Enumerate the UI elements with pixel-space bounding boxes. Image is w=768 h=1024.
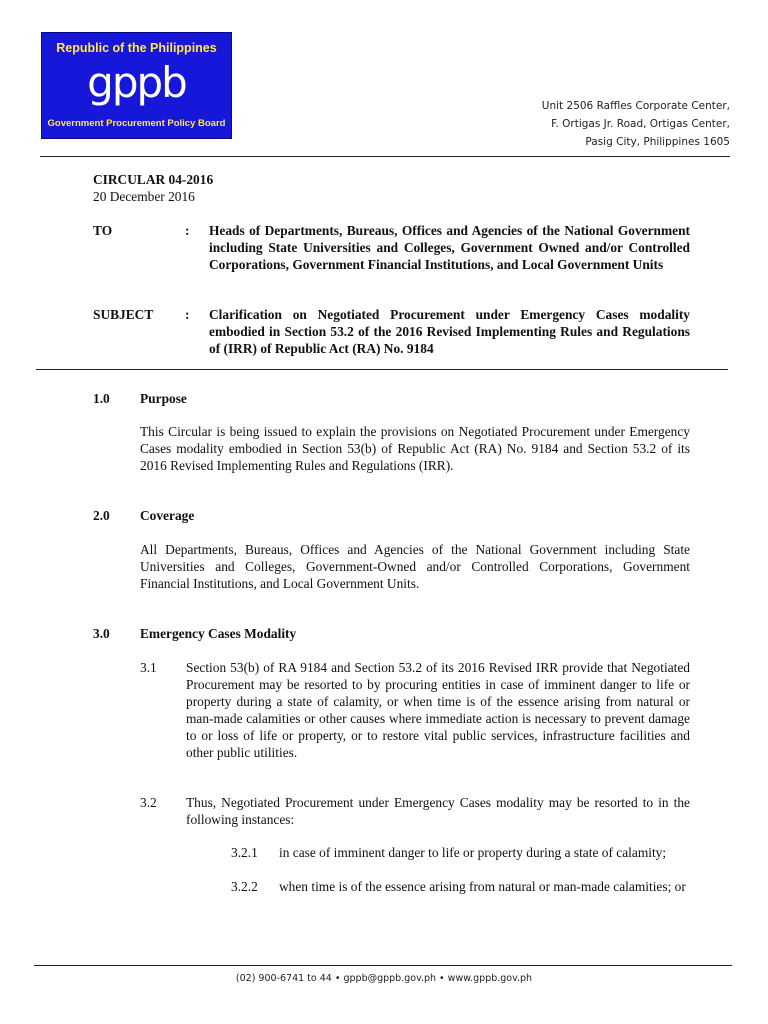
office-address [542, 97, 730, 151]
address-line-3: Pasig City, Philippines 1605 [585, 136, 730, 148]
section-3-number: 3.0 [93, 626, 110, 641]
footer-rule [34, 965, 732, 966]
address-line-2: F. Ortigas Jr. Road, Ortigas Center, [551, 118, 730, 130]
gppb-logo [41, 32, 232, 139]
item-3-2-1-number: 3.2.1 [231, 845, 258, 860]
item-3-2-2-number: 3.2.2 [231, 879, 258, 894]
subject-colon: : [185, 307, 190, 322]
logo-board-text: Government Procurement Policy Board [47, 118, 226, 129]
subject-text: Clarification on Negotiated Procurement under Emergency Cases modality embodied in Section 53.2 of the 2016 Revised Implementing Rules and Regulations of (IRR) of Republic Act (RA) No. 9184 [209, 307, 690, 356]
paragraph-3-2-number: 3.2 [140, 795, 157, 810]
item-3-2-2: when time is of the essence arising from natural or man-made calamities; or [279, 879, 686, 894]
to-recipients: Heads of Departments, Bureaus, Offices and Agencies of the National Government including State Universities and Colleges, Government Owned and/or Controlled Corporations, Government Financial Institutions, and Local Government Units [209, 223, 690, 272]
paragraph-3-1-number: 3.1 [140, 660, 157, 675]
paragraph-3-2: Thus, Negotiated Procurement under Emergency Cases modality may be resorted to in the following instances: [186, 795, 690, 827]
logo-country-text: Republic of the Philippines [56, 41, 217, 55]
address-line-1: Unit 2506 Raffles Corporate Center, [541, 100, 730, 112]
section-3-title: Emergency Cases Modality [140, 626, 297, 641]
to-label: TO [93, 223, 113, 238]
section-1-body: This Circular is being issued to explain the provisions on Negotiated Procurement under Emergency Cases modality embodied in Section 53(b) of Republic Act (RA) No. 9184 and Section 53.2 of its 2016 Revised Implementing Rules and Regulations (IRR). [140, 424, 690, 473]
section-2-title: Coverage [140, 508, 195, 523]
circular-number: CIRCULAR 04-2016 [93, 172, 214, 187]
to-colon: : [185, 223, 190, 238]
header-rule [40, 156, 730, 157]
footer-contact: (02) 900-6741 to 44 • gppb@gppb.gov.ph • www.gppb.gov.ph [235, 973, 533, 984]
circular-date: 20 December 2016 [93, 189, 195, 204]
paragraph-3-1: Section 53(b) of RA 9184 and Section 53.2 of its 2016 Revised IRR provide that Negotiated Procurement may be resorted to by procuring entities in case of imminent danger to life or property during a state of calamity, or when time is of the essence arising from natural or man-made calamities or other causes where immediate action is necessary to prevent damage to or loss of life or property, or to restore vital public services, infrastructure facilities and other public utilities. [186, 660, 690, 760]
logo-mark-text: gppb [87, 58, 186, 107]
section-1-number: 1.0 [93, 391, 110, 406]
section-2-number: 2.0 [93, 508, 110, 523]
section-1-title: Purpose [140, 391, 187, 406]
section-2-body: All Departments, Bureaus, Offices and Agencies of the National Government including State Universities and Colleges, Government-Owned and/or Controlled Corporations, Government Financial Institutions, and Local Government Units. [140, 542, 690, 591]
subject-label: SUBJECT [93, 307, 154, 322]
item-3-2-1: in case of imminent danger to life or property during a state of calamity; [279, 845, 667, 860]
subject-rule [36, 369, 728, 370]
